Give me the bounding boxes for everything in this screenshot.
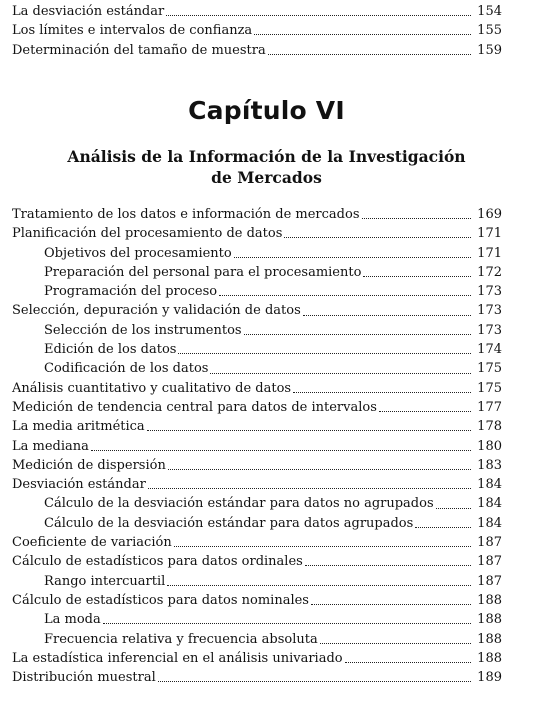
toc-entry-page: 188 (477, 631, 502, 647)
toc-subentry (0, 630, 533, 649)
toc-entry-title: Rango intercuartil (44, 573, 166, 589)
toc-entry-page: 155 (477, 23, 502, 39)
dot-leader (305, 565, 471, 566)
chapter-title: Capítulo VI (188, 96, 345, 125)
toc-entry-page: 171 (477, 226, 502, 242)
toc-chapter-vi (0, 205, 533, 687)
dot-leader (166, 15, 471, 16)
toc-previous-chapter (0, 2, 533, 60)
dot-leader (284, 237, 471, 238)
toc-entry (0, 379, 533, 398)
toc-entry-title: Cálculo de la desviación estándar para datos no agrupados (44, 496, 434, 512)
dot-leader (345, 662, 471, 663)
toc-entry (0, 205, 533, 224)
toc-entry-page: 184 (477, 515, 502, 531)
toc-entry-title: Objetivos del procesamiento (44, 245, 232, 261)
dot-leader (320, 643, 471, 644)
toc-entry (0, 552, 533, 571)
toc-entry-title: Medición de dispersión (12, 457, 166, 473)
dot-leader (268, 54, 471, 55)
toc-entry-title: Frecuencia relativa y frecuencia absoluta (44, 631, 318, 647)
dot-leader (174, 546, 471, 547)
toc-entry-title: La media aritmética (12, 419, 145, 435)
dot-leader (219, 295, 471, 296)
toc-entry-title: Codificación de los datos (44, 361, 209, 377)
toc-entry-title: Distribución muestral (12, 670, 156, 686)
toc-entry-title: Coeficiente de variación (12, 535, 172, 551)
toc-entry-title: Medición de tendencia central para datos de intervalos (12, 399, 377, 415)
dot-leader (436, 508, 471, 509)
toc-entry-page: 188 (477, 650, 502, 666)
toc-entry-title: Planificación del procesamiento de datos (12, 226, 283, 242)
toc-entry (0, 21, 533, 40)
toc-entry (0, 41, 533, 60)
dot-leader (210, 373, 471, 374)
toc-entry-title: Desviación estándar (12, 477, 146, 493)
toc-entry-title: Los límites e intervalos de confianza (12, 23, 253, 39)
toc-entry-page: 159 (477, 42, 502, 58)
dot-leader (303, 315, 471, 316)
toc-entry-title: Selección de los instrumentos (44, 322, 242, 338)
toc-entry (0, 224, 533, 243)
toc-entry-page: 184 (477, 496, 502, 512)
toc-entry-page: 173 (477, 284, 502, 300)
toc-entry-page: 188 (477, 592, 502, 608)
toc-entry-page: 177 (477, 399, 502, 415)
toc-subentry (0, 572, 533, 591)
chapter-subtitle-line1: Análisis de la Información de la Investigación (67, 147, 466, 166)
dot-leader (379, 411, 471, 412)
dot-leader (147, 430, 471, 431)
toc-subentry (0, 359, 533, 378)
toc-subentry (0, 514, 533, 533)
toc-subentry (0, 610, 533, 629)
toc-entry-title: La moda (44, 612, 101, 628)
toc-subentry (0, 282, 533, 301)
dot-leader (168, 469, 471, 470)
toc-entry (0, 398, 533, 417)
toc-entry (0, 649, 533, 668)
toc-entry-page: 187 (477, 573, 502, 589)
toc-subentry (0, 321, 533, 340)
toc-entry (0, 437, 533, 456)
toc-entry-page: 175 (477, 380, 502, 396)
toc-entry-title: Selección, depuración y validación de datos (12, 303, 301, 319)
toc-entry-page: 175 (477, 361, 502, 377)
toc-entry-page: 187 (477, 535, 502, 551)
chapter-subtitle (0, 146, 533, 188)
toc-entry (0, 533, 533, 552)
toc-subentry (0, 340, 533, 359)
toc-entry-page: 188 (477, 612, 502, 628)
toc-entry-title: Preparación del personal para el procesamiento (44, 264, 362, 280)
toc-entry-page: 173 (477, 322, 502, 338)
toc-entry-title: La mediana (12, 438, 89, 454)
toc-entry (0, 475, 533, 494)
dot-leader (91, 450, 471, 451)
toc-entry-title: La desviación estándar (12, 4, 165, 19)
dot-leader (363, 276, 471, 277)
toc-entry-title: Determinación del tamaño de muestra (12, 42, 266, 58)
toc-entry-title: Análisis cuantitativo y cualitativo de datos (12, 380, 292, 396)
toc-subentry (0, 244, 533, 263)
toc-entry-title: La estadística inferencial en el análisis univariado (12, 650, 343, 666)
toc-entry-page: 169 (477, 207, 502, 222)
toc-entry (0, 456, 533, 475)
toc-entry-title: Edición de los datos (44, 342, 177, 358)
toc-entry-page: 172 (477, 264, 502, 280)
toc-entry-title: Tratamiento de los datos e información de mercados (12, 207, 360, 222)
toc-entry-page: 174 (477, 342, 502, 358)
toc-entry-page: 183 (477, 457, 502, 473)
toc-entry (0, 2, 533, 21)
toc-entry-page: 189 (477, 670, 502, 686)
dot-leader (148, 488, 471, 489)
toc-entry-page: 184 (477, 477, 502, 493)
toc-entry-page: 173 (477, 303, 502, 319)
toc-entry-page: 171 (477, 245, 502, 261)
dot-leader (167, 585, 471, 586)
toc-subentry (0, 263, 533, 282)
toc-entry-page: 154 (477, 4, 502, 19)
toc-entry-page: 180 (477, 438, 502, 454)
dot-leader (234, 257, 471, 258)
toc-entry (0, 417, 533, 436)
dot-leader (415, 527, 471, 528)
toc-entry (0, 591, 533, 610)
dot-leader (362, 218, 472, 219)
dot-leader (158, 681, 471, 682)
dot-leader (254, 34, 471, 35)
toc-entry (0, 668, 533, 687)
dot-leader (311, 604, 471, 605)
toc-entry-page: 187 (477, 554, 502, 570)
dot-leader (103, 623, 471, 624)
toc-subentry (0, 494, 533, 513)
toc-entry-title: Programación del proceso (44, 284, 218, 300)
chapter-subtitle-line2: de Mercados (211, 168, 322, 187)
toc-entry-title: Cálculo de estadísticos para datos nominales (12, 592, 309, 608)
toc-entry-title: Cálculo de estadísticos para datos ordinales (12, 554, 303, 570)
toc-entry-title: Cálculo de la desviación estándar para datos agrupados (44, 515, 414, 531)
toc-entry-page: 178 (477, 419, 502, 435)
toc-entry (0, 301, 533, 320)
dot-leader (293, 392, 471, 393)
dot-leader (244, 334, 471, 335)
dot-leader (178, 353, 471, 354)
